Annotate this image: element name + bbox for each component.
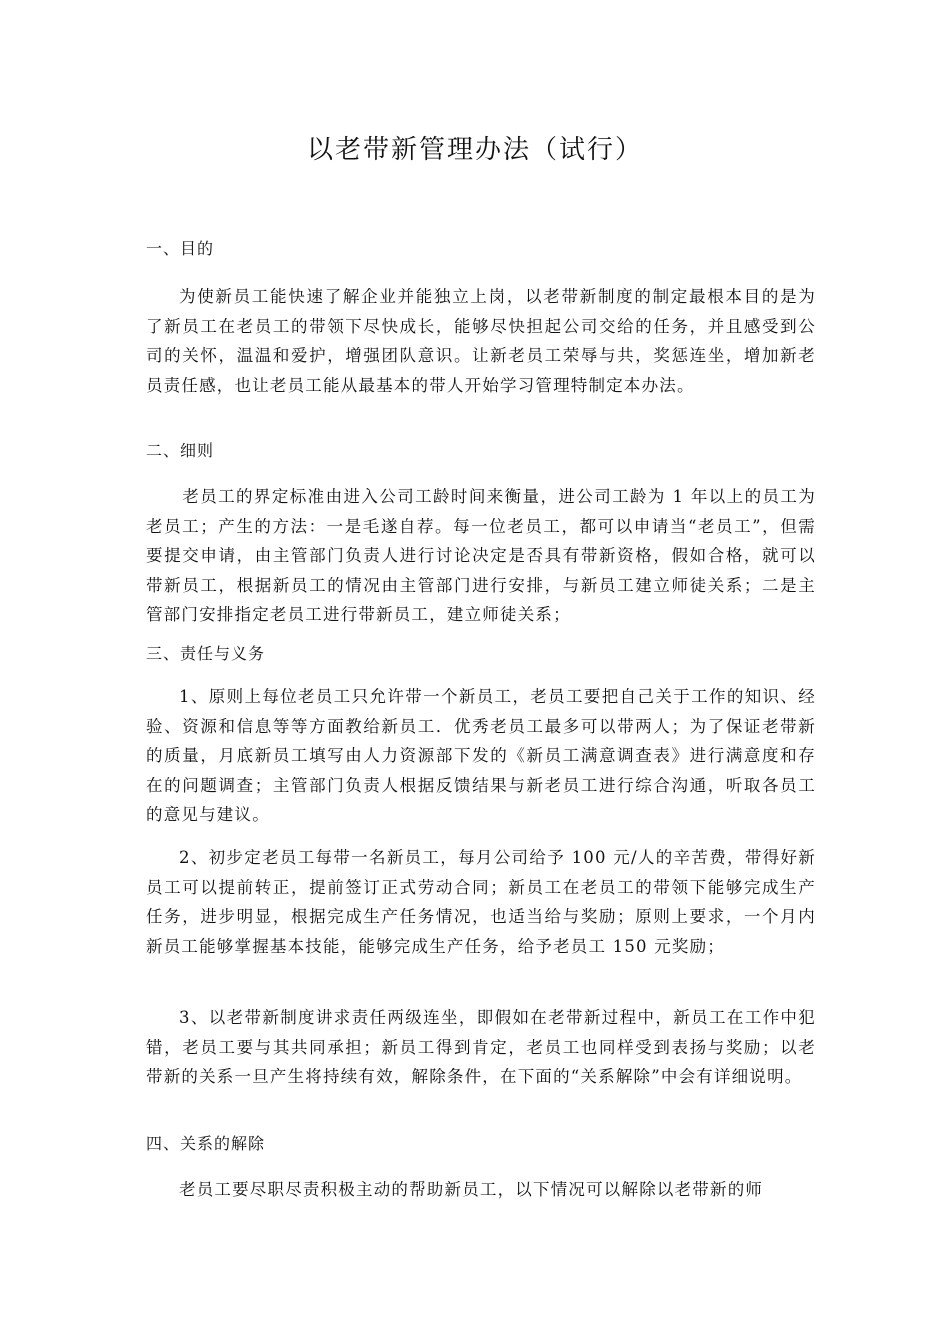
paragraph-purpose: 为使新员工能快速了解企业并能独立上岗，以老带新制度的制定最根本目的是为了新员工在老员工的带领下尽快成长，能够尽快担起公司交给的任务，并且感受到公司的关怀，温温和爱护，增强团队意识。让新老员工荣辱与共，奖惩连坐，增加新老员责任感，也让老员工能从最基本的带人开始学习管理特制定本办法。 — [146, 287, 816, 395]
document-title: 以老带新管理办法（试行） — [306, 135, 643, 165]
paragraph-duty-2: 2、初步定老员工每带一名新员工，每月公司给予 100 元/人的辛苦费，带得好新员工可以提前转正，提前签订正式劳动合同；新员工在老员工的带领下能够完成生产任务，进步明显，根据完成生产任务情况，也适当给与奖励；原则上要求，一个月内新员工能够掌握基本技能，能够完成生产任务，给予老员工 150 元奖励； — [146, 848, 816, 956]
paragraph-rules: 老员工的界定标准由进入公司工龄时间来衡量，进公司工龄为 1 年以上的员工为老员工；产生的方法：一是毛遂自荐。每一位老员工，都可以申请当“老员工”，但需要提交申请，由主管部门负责人进行讨论决定是否具有带新资格，假如合格，就可以带新员工，根据新员工的情况由主管部门进行安排，与新员工建立师徒关系；二是主管部门安排指定老员工进行带新员工，建立师徒关系； — [146, 487, 816, 624]
section-heading-termination: 四、关系的解除 — [146, 1134, 266, 1153]
section-heading-duties: 三、责任与义务 — [146, 644, 266, 663]
section-heading-rules: 二、细则 — [146, 441, 215, 460]
paragraph-duty-3: 3、以老带新制度讲求责任两级连坐，即假如在老带新过程中，新员工在工作中犯错，老员工要与其共同承担；新员工得到肯定，老员工也同样受到表扬与奖励；以老带新的关系一旦产生将持续有效，解除条件，在下面的“关系解除”中会有详细说明。 — [146, 1008, 816, 1086]
paragraph-duty-1: 1、原则上每位老员工只允许带一个新员工，老员工要把自己关于工作的知识、经验、资源和信息等等方面教给新员工．优秀老员工最多可以带两人；为了保证老带新的质量，月底新员工填写由人力资源部下发的《新员工满意调查表》进行满意度和存在的问题调查；主管部门负责人根据反馈结果与新老员工进行综合沟通，听取各员工的意见与建议。 — [146, 687, 816, 824]
paragraph-termination: 老员工要尽职尽责积极主动的帮助新员工，以下情况可以解除以老带新的师 — [179, 1180, 764, 1199]
section-heading-purpose: 一、目的 — [146, 239, 215, 258]
